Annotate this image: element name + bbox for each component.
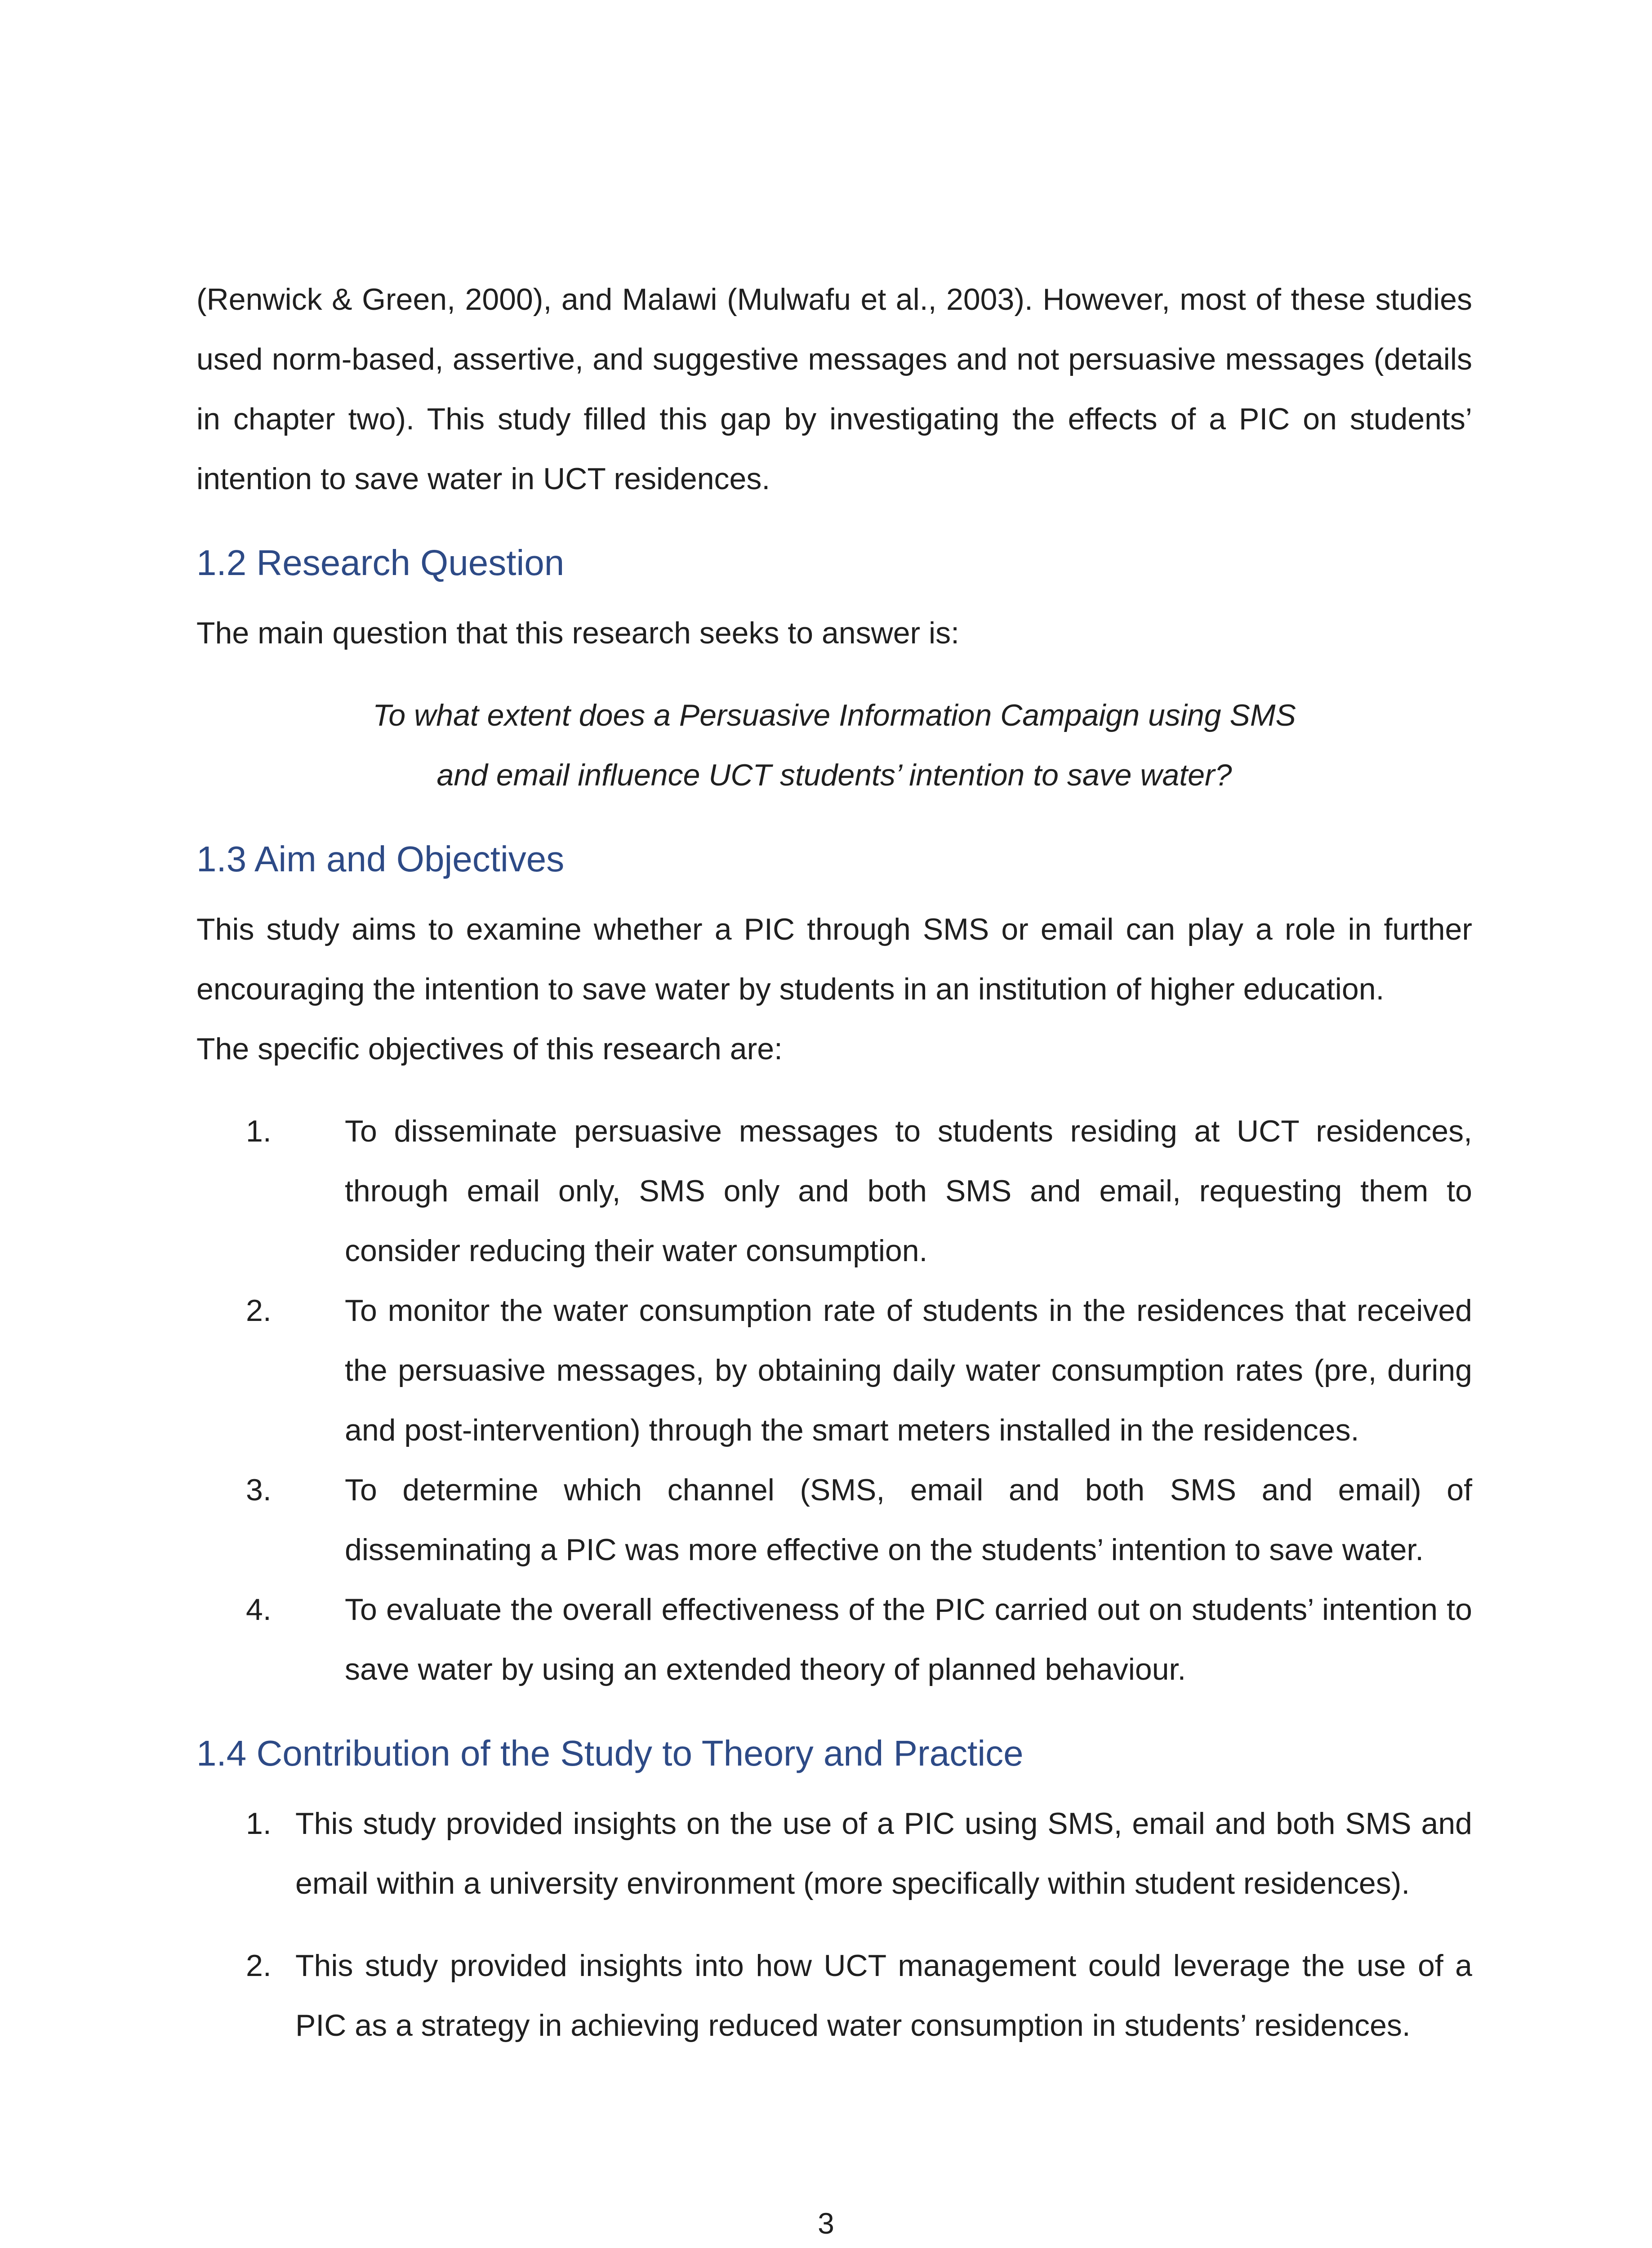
research-question <box>196 686 1472 805</box>
list-item-text: To evaluate the overall effectiveness of the PIC carried out on students’ intention to save water by using an extended theory of planned behaviour. <box>345 1592 1472 1686</box>
objectives-lead: The specific objectives of this research are: <box>196 1032 783 1066</box>
page-content <box>196 270 1472 2078</box>
objectives-list <box>196 1102 1472 1699</box>
research-question-line-1: To what extent does a Persuasive Information Campaign using SMS <box>373 698 1296 732</box>
section-heading-aim-objectives: 1.3 Aim and Objectives <box>196 839 565 879</box>
list-item-text: To monitor the water consumption rate of students in the residences that received the persuasive messages, by obtaining daily water consumption rates (pre, during and post-intervention) through the smart meters installed in the residences. <box>345 1293 1472 1447</box>
list-item-number: 1. <box>246 1806 272 1841</box>
page-number: 3 <box>818 2207 834 2240</box>
list-item-number: 3. <box>246 1473 272 1507</box>
research-question-lead: The main question that this research seeks to answer is: <box>196 616 960 650</box>
list-item <box>196 1580 1472 1699</box>
list-item <box>196 1936 1472 2056</box>
list-item <box>196 1460 1472 1580</box>
list-item-number: 2. <box>246 1949 272 1983</box>
list-item-text: To determine which channel (SMS, email and both SMS and email) of disseminating a PIC was more effective on the students’ intention to save water. <box>345 1473 1472 1567</box>
list-item-text: This study provided insights into how UCT management could leverage the use of a PIC as a strategy in achieving reduced water consumption in students’ residences. <box>295 1949 1472 2043</box>
contribution-list <box>196 1794 1472 2056</box>
section-heading-contribution: 1.4 Contribution of the Study to Theory and Practice <box>196 1733 1024 1773</box>
list-item <box>196 1794 1472 1913</box>
section-heading-research-question: 1.2 Research Question <box>196 543 565 583</box>
list-item <box>196 1281 1472 1460</box>
research-question-line-2: and email influence UCT students’ intention to save water? <box>436 758 1232 792</box>
intro-paragraph: (Renwick & Green, 2000), and Malawi (Mulwafu et al., 2003). However, most of these studies used norm-based, assertive, and suggestive messages and not persuasive messages (details in chapter two). This study filled this gap by investigating the effects of a PIC on students’ intention to save water in UCT residences. <box>196 282 1472 496</box>
list-item-text: This study provided insights on the use of a PIC using SMS, email and both SMS and email within a university environment (more specifically within student residences). <box>295 1806 1472 1900</box>
list-item-number: 4. <box>246 1592 272 1627</box>
list-item-text: To disseminate persuasive messages to students residing at UCT residences, through email only, SMS only and both SMS and email, requesting them to consider reducing their water consumption. <box>345 1114 1472 1268</box>
list-item-number: 2. <box>246 1293 272 1328</box>
list-item-number: 1. <box>246 1114 272 1148</box>
list-item <box>196 1102 1472 1281</box>
aim-paragraph: This study aims to examine whether a PIC through SMS or email can play a role in further encouraging the intention to save water by students in an institution of higher education. <box>196 912 1472 1006</box>
